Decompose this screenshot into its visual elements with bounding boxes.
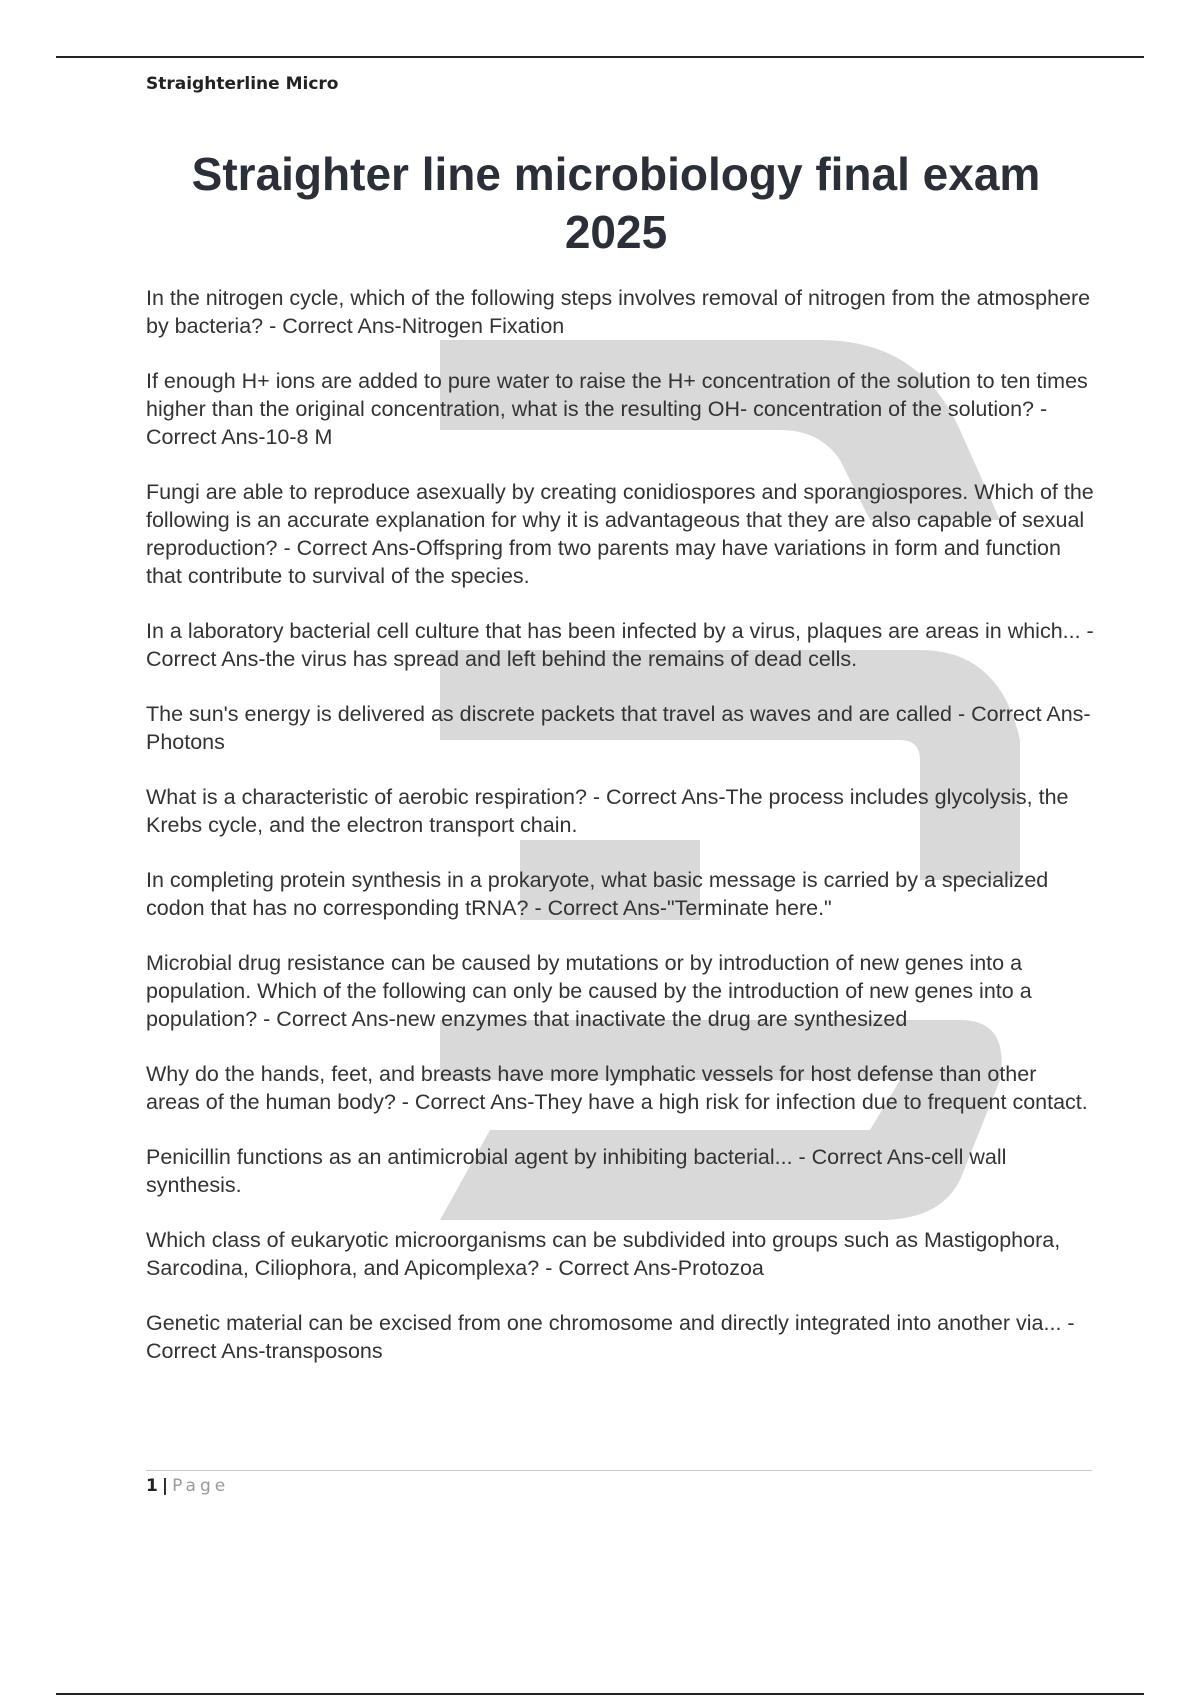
qa-item: Why do the hands, feet, and breasts have more lymphatic vessels for host defense than other areas of the human body? - Correct Ans-They have a high risk for infection due to frequent contact. [146,1062,1088,1114]
running-header: Straighterline Micro [146,74,339,94]
page-separator: | [161,1476,169,1496]
qa-item: If enough H+ ions are added to pure water to raise the H+ concentration of the solution to ten times higher than the original concentration, what is the resulting OH- concentration of the solution? - Correct Ans-10-8 M [146,369,1088,449]
qa-item: What is a characteristic of aerobic respiration? - Correct Ans-The process includes glycolysis, the Krebs cycle, and the electron transport chain. [146,785,1069,837]
page-number: 1 [146,1476,158,1496]
footer-rule [146,1470,1092,1471]
bottom-rule [56,1693,1144,1695]
qa-item: Genetic material can be excised from one chromosome and directly integrated into another via... - Correct Ans-transposons [146,1311,1075,1363]
qa-item: In a laboratory bacterial cell culture that has been infected by a virus, plaques are areas in which... - Correct Ans-the virus has spread and left behind the remains of dead cells. [146,619,1094,671]
page-footer [146,1476,229,1496]
page-label: Page [172,1476,230,1496]
qa-item: Fungi are able to reproduce asexually by creating conidiospores and sporangiospores. Which of the following is an accurate explanation for why it is advantageous that they are also capable of sexual reproduction? - Correct Ans-Offspring from two parents may have variations in form and function that contribute to survival of the species. [146,480,1094,588]
qa-item: The sun's energy is delivered as discrete packets that travel as waves and are called - Correct Ans-Photons [146,702,1091,754]
qa-item: Microbial drug resistance can be caused by mutations or by introduction of new genes into a population. Which of the following can only be caused by the introduction of new genes into a population? - Correct Ans-new enzymes that inactivate the drug are synthesized [146,951,1032,1031]
qa-item: Penicillin functions as an antimicrobial agent by inhibiting bacterial... - Correct Ans-cell wall synthesis. [146,1145,1007,1197]
document-title: Straighter line microbiology final exam 2025 [191,148,1041,258]
qa-item: Which class of eukaryotic microorganisms can be subdivided into groups such as Mastigophora, Sarcodina, Ciliophora, and Apicomplexa? - Correct Ans-Protozoa [146,1228,1061,1280]
qa-item: In completing protein synthesis in a prokaryote, what basic message is carried by a specialized codon that has no corresponding tRNA? - Correct Ans-"Terminate here." [146,868,1049,920]
qa-list [146,284,1096,1392]
top-rule [56,56,1144,58]
qa-item: In the nitrogen cycle, which of the following steps involves removal of nitrogen from the atmosphere by bacteria? - Correct Ans-Nitrogen Fixation [146,286,1091,338]
